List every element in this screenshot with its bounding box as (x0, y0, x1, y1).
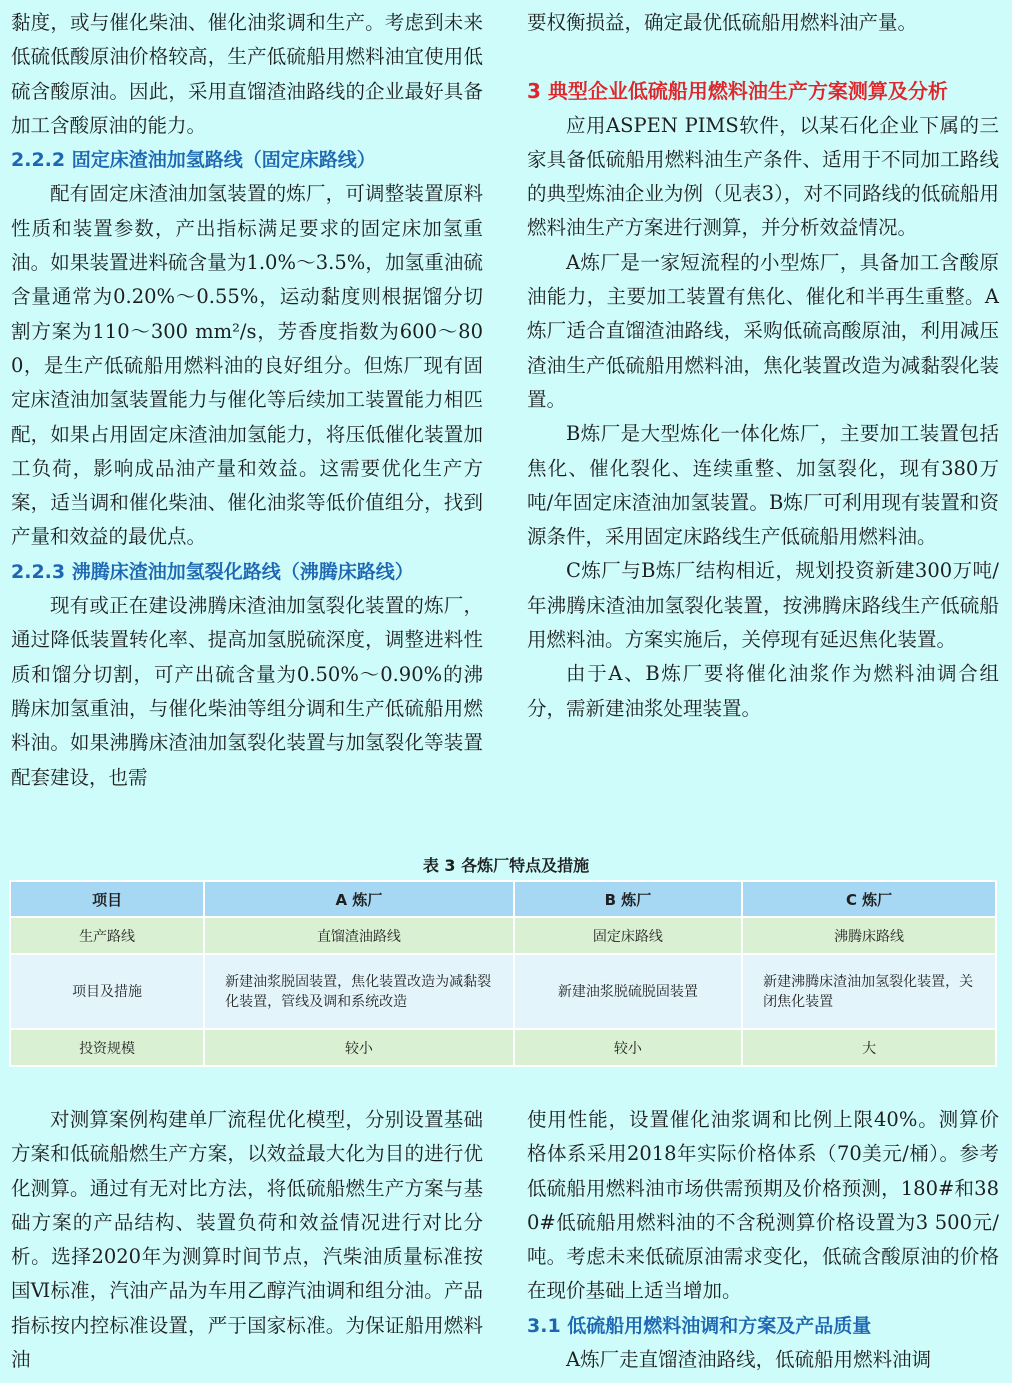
section-heading-3: 3 典型企业低硫船用燃料油生产方案测算及分析 (527, 79, 948, 104)
table-cell: 直馏渣油路线 (204, 917, 514, 954)
table-header-cell: A 炼厂 (204, 881, 514, 917)
column-top-left (11, 6, 483, 795)
section-heading-3-1: 3.1 低硫船用燃料油调和方案及产品质量 (527, 1314, 872, 1337)
table-caption: 表 3 各炼厂特点及措施 (422, 856, 590, 875)
paragraph: 由于A、B炼厂要将催化油浆作为燃料油调合组分，需新建油浆处理装置。 (527, 662, 999, 720)
paragraph: 配有固定床渣油加氢装置的炼厂，可调整装置原料性质和装置参数，产出指标满足要求的固定床加氢重油。如果装置进料硫含量为1.0%～3.5%，加氢重油硫含量通常为0.20%～0.55%，运动黏度则根据馏分切割方案为110～300 mm²/s，芳香度指数为600～800，是生产低硫船用燃料油的良好组分。但炼厂现有固定床渣油加氢装置能力与催化等后续加工装置能力相匹配，如果占用固定床渣油加氢能力，将压低催化装置加工负荷，影响成品油产量和效益。这需要优化生产方案，适当调和催化柴油、催化油浆等低价值组分，找到产量和效益的最优点。 (11, 182, 483, 549)
paragraph: B炼厂是大型炼化一体化炼厂，主要加工装置包括焦化、催化裂化、连续重整、加氢裂化，现有380万吨/年固定床渣油加氢装置。B炼厂可利用现有装置和资源条件，采用固定床路线生产低硫船用燃料油。 (527, 422, 999, 549)
paragraph: A炼厂是一家短流程的小型炼厂，具备加工含酸原油能力，主要加工装置有焦化、催化和半再生重整。A炼厂适合直馏渣油路线，采购低硫高酸原油，利用减压渣油生产低硫船用燃料油，焦化装置改造为减黏裂化装置。 (527, 250, 999, 411)
table-cell: 项目及措施 (10, 954, 204, 1029)
table-row (10, 1029, 996, 1066)
table-row (10, 917, 996, 954)
table-row (10, 954, 996, 1029)
table-cell: 生产路线 (10, 917, 204, 954)
section-heading-2-2-3: 2.2.3 沸腾床渣油加氢裂化路线（沸腾床路线） (11, 560, 414, 583)
paragraph: 现有或正在建设沸腾床渣油加氢裂化装置的炼厂，通过降低装置转化率、提高加氢脱硫深度，调整进料性质和馏分切割，可产出硫含量为0.50%～0.90%的沸腾床加氢重油，与催化柴油等组分调和生产低硫船用燃料油。如果沸腾床渣油加氢裂化装置与加氢裂化等装置配套建设，也需 (11, 594, 483, 789)
table-cell: 较小 (204, 1029, 514, 1066)
paragraph: 对测算案例构建单厂流程优化模型，分别设置基础方案和低硫船燃生产方案，以效益最大化为目的进行优化测算。通过有无对比方法，将低硫船燃生产方案与基础方案的产品结构、装置负荷和效益情况进行对比分析。选择2020年为测算时间节点，汽柴油质量标准按国Ⅵ标准，汽油产品为车用乙醇汽油调和组分油。产品指标按内控标准设置，严于国家标准。为保证船用燃料油 (11, 1108, 483, 1372)
table-cell: 沸腾床路线 (742, 917, 996, 954)
column-bottom-right (527, 1103, 999, 1377)
table-cell: 投资规模 (10, 1029, 204, 1066)
paragraph: A炼厂走直馏渣油路线，低硫船用燃料油调 (566, 1348, 932, 1372)
table-cell: 新建油浆脱硫脱固装置 (514, 954, 742, 1029)
table-header-cell: B 炼厂 (514, 881, 742, 917)
table-cell: 固定床路线 (514, 917, 742, 954)
table-header-cell: 项目 (10, 881, 204, 917)
paragraph: 应用ASPEN PIMS软件，以某石化企业下属的三家具备低硫船用燃料油生产条件、适用于不同加工路线的典型炼油企业为例（见表3），对不同路线的低硫船用燃料油生产方案进行测算，并分析效益情况。 (527, 113, 999, 240)
paragraph: 黏度，或与催化柴油、催化油浆调和生产。考虑到未来低硫低酸原油价格较高，生产低硫船用燃料油宜使用低硫含酸原油。因此，采用直馏渣油路线的企业最好具备加工含酸原油的能力。 (11, 11, 483, 137)
paragraph: 要权衡损益，确定最优低硫船用燃料油产量。 (527, 11, 918, 34)
refinery-table (9, 880, 997, 1067)
table-3 (9, 880, 997, 1067)
table-cell: 新建沸腾床渣油加氢裂化装置，关闭焦化装置 (742, 954, 996, 1029)
table-header-row (10, 881, 996, 917)
section-heading-2-2-2: 2.2.2 固定床渣油加氢路线（固定床路线） (11, 149, 376, 172)
paragraph: C炼厂与B炼厂结构相近，规划投资新建300万吨/年沸腾床渣油加氢裂化装置，按沸腾床路线生产低硫船用燃料油。方案实施后，关停现有延迟焦化装置。 (527, 559, 999, 652)
table-header-cell: C 炼厂 (742, 881, 996, 917)
table-cell: 大 (742, 1029, 996, 1066)
table-cell: 较小 (514, 1029, 742, 1066)
table-cell: 新建油浆脱固装置，焦化装置改造为减黏裂化装置，管线及调和系统改造 (204, 954, 514, 1029)
paragraph: 使用性能，设置催化油浆调和比例上限40%。测算价格体系采用2018年实际价格体系（70美元/桶）。参考低硫船用燃料油市场供需预期及价格预测，180#和380#低硫船用燃料油的不含税测算价格设置为3 500元/吨。考虑未来低硫原油需求变化，低硫含酸原油的价格在现价基础上适当增加。 (527, 1108, 999, 1303)
column-bottom-left (11, 1103, 483, 1377)
column-top-right (527, 6, 999, 726)
